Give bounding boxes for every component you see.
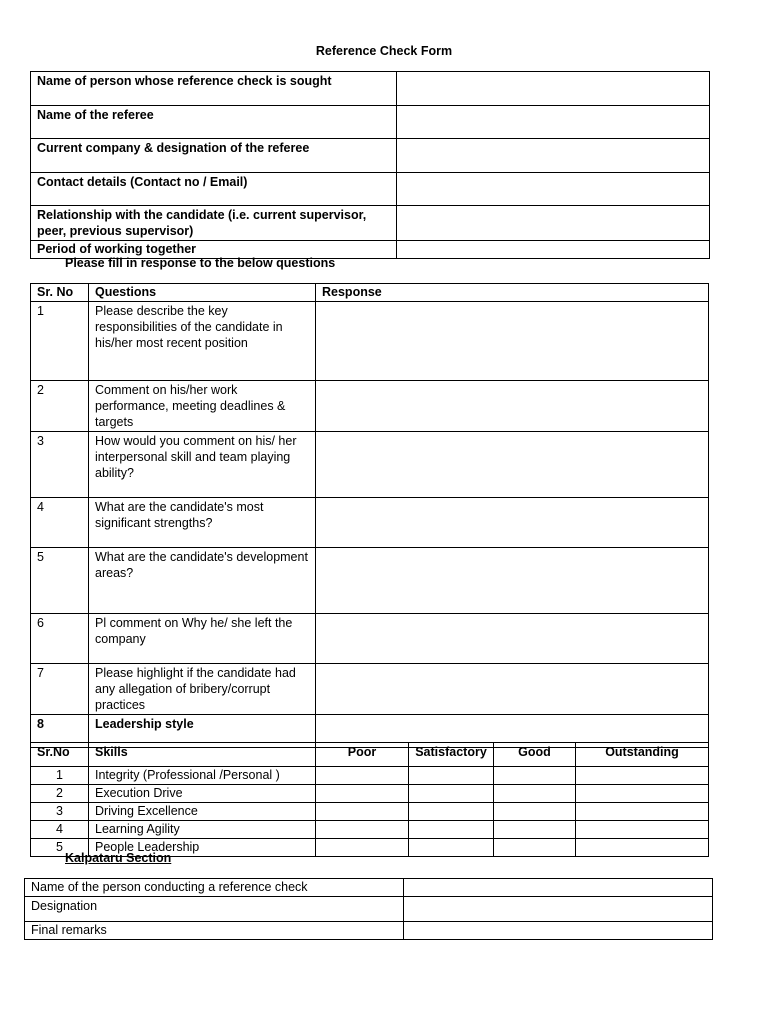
question-text: How would you comment on his/ her interpersonal skill and team playing ability? [89,432,316,498]
column-header: Questions [89,284,316,302]
rating-cell-outstanding[interactable] [576,803,709,821]
rating-cell-satisfactory[interactable] [409,839,494,857]
section-title: Kalpataru Section [65,851,172,865]
rating-cell-poor[interactable] [316,803,409,821]
kalpataru-label: Final remarks [25,922,404,940]
response-cell[interactable] [316,498,709,548]
rating-cell-satisfactory[interactable] [409,803,494,821]
response-cell[interactable] [316,664,709,715]
response-cell[interactable] [316,548,709,614]
info-label: Name of person whose reference check is sought [31,72,397,106]
question-number: 6 [31,614,89,664]
info-label: Name of the referee [31,106,397,139]
referee-info-table [30,71,710,259]
info-value-cell[interactable] [397,206,710,241]
info-value-cell[interactable] [397,173,710,206]
response-cell[interactable] [316,614,709,664]
rating-cell-outstanding[interactable] [576,821,709,839]
info-label: Current company & designation of the referee [31,139,397,173]
info-label: Period of working together [31,241,397,259]
question-number: 7 [31,664,89,715]
page-title: Reference Check Form [315,44,453,58]
kalpataru-value-cell[interactable] [404,897,713,922]
kalpataru-label: Designation [25,897,404,922]
column-header: Sr. No [31,284,89,302]
column-header: Poor [316,743,409,767]
rating-cell-satisfactory[interactable] [409,821,494,839]
skill-number: 4 [31,821,89,839]
skill-number: 2 [31,785,89,803]
skill-number: 3 [31,803,89,821]
skill-number: 1 [31,767,89,785]
response-cell[interactable] [316,432,709,498]
rating-cell-outstanding[interactable] [576,767,709,785]
question-text: What are the candidate's development areas? [89,548,316,614]
question-text: Comment on his/her work performance, meeting deadlines & targets [89,381,316,432]
rating-cell-good[interactable] [494,821,576,839]
info-value-cell[interactable] [397,72,710,106]
column-header: Response [316,284,709,302]
info-value-cell[interactable] [397,106,710,139]
rating-cell-good[interactable] [494,839,576,857]
question-text: Pl comment on Why he/ she left the company [89,614,316,664]
rating-cell-poor[interactable] [316,785,409,803]
question-text: Please highlight if the candidate had any allegation of bribery/corrupt practices [89,664,316,715]
skill-name: Execution Drive [89,785,316,803]
kalpataru-table [24,878,713,940]
kalpataru-label: Name of the person conducting a reference check [25,879,404,897]
kalpataru-value-cell[interactable] [404,922,713,940]
question-number: 4 [31,498,89,548]
rating-cell-outstanding[interactable] [576,785,709,803]
column-header: Satisfactory [409,743,494,767]
info-label: Relationship with the candidate (i.e. current supervisor, peer, previous supervisor) [31,206,397,241]
column-header: Sr.No [31,743,89,767]
question-number: 3 [31,432,89,498]
question-number: 5 [31,548,89,614]
skill-name: Integrity (Professional /Personal ) [89,767,316,785]
rating-cell-poor[interactable] [316,767,409,785]
rating-cell-good[interactable] [494,785,576,803]
question-number: 2 [31,381,89,432]
column-header: Good [494,743,576,767]
response-cell[interactable] [316,302,709,381]
question-text: What are the candidate's most significant strengths? [89,498,316,548]
info-label: Contact details (Contact no / Email) [31,173,397,206]
rating-cell-satisfactory[interactable] [409,785,494,803]
rating-cell-satisfactory[interactable] [409,767,494,785]
skill-name: Driving Excellence [89,803,316,821]
skill-name: People Leadership [89,839,316,857]
skill-name: Learning Agility [89,821,316,839]
question-number: 1 [31,302,89,381]
rating-cell-good[interactable] [494,803,576,821]
rating-cell-poor[interactable] [316,821,409,839]
question-text: Leadership style [89,715,316,748]
skill-number: 5 [31,839,89,857]
rating-cell-good[interactable] [494,767,576,785]
kalpataru-value-cell[interactable] [404,879,713,897]
question-number: 8 [31,715,89,748]
rating-cell-outstanding[interactable] [576,839,709,857]
response-cell[interactable] [316,381,709,432]
info-value-cell[interactable] [397,139,710,173]
info-value-cell[interactable] [397,241,710,259]
skills-rating-table [30,742,709,857]
question-text: Please describe the key responsibilities of the candidate in his/her most recent position [89,302,316,381]
column-header: Skills [89,743,316,767]
column-header: Outstanding [576,743,709,767]
questions-table [30,283,709,748]
instructions-text: Please fill in response to the below questions [65,256,336,270]
rating-cell-poor[interactable] [316,839,409,857]
